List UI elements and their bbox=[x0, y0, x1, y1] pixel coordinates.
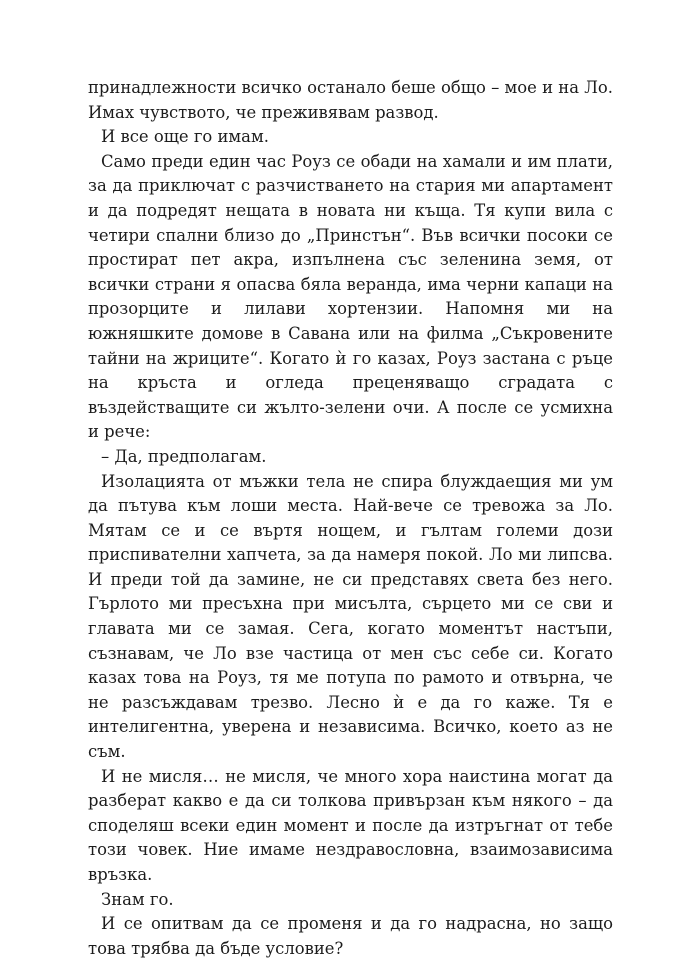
paragraph: И не мисля… не мисля, че много хора наистина могат да разберат какво е да си толкова привързан към някого – да споделяш всеки един момент и после да изтръгнат от тебе този човек. Ние имаме нездравословна, взаимозависима връзка. bbox=[88, 766, 613, 884]
paragraph: И все още го имам. bbox=[101, 127, 269, 147]
paragraph: принадлежности всичко останало беше общо – мое и на Ло. Имах чувството, че преживявам развод. bbox=[88, 78, 613, 122]
paragraph: Знам го. bbox=[101, 889, 174, 909]
paragraph: – Да, предполагам. bbox=[101, 446, 267, 466]
paragraph: Изолацията от мъжки тела не спира блуждаещия ми ум да пътува към лоши места. Най-вече се тревожа за Ло. Мятам се и се въртя нощем, и гълтам големи дози приспивателни хапчета, за да намеря покой. Ло ми липсва. И преди той да замине, не си представях света без него. Гърлото ми пресъхна при мисълта, сърцето ми се сви и главата ми се замая. Сега, когато моментът настъпи, съзнавам, че Ло взе частица от мен със себе си. Когато казах това на Роуз, тя ме потупа по рамото и отвърна, че не разсъждавам трезво. Лесно ѝ е да го каже. Тя е интелигентна, уверена и независима. Всичко, което аз не съм. bbox=[88, 471, 613, 762]
page-body bbox=[88, 76, 613, 961]
paragraph: И се опитвам да се променя и да го надрасна, но защо това трябва да бъде условие? bbox=[88, 914, 613, 958]
paragraph: Само преди един час Роуз се обади на хамали и им плати, за да приключат с разчистването на стария ми апартамент и да подредят нещата в новата ни къща. Тя купи вила с четири спални близо до „Принстън“. Във всички посоки се простират пет акра, изпълнена със зеленина земя, от всички страни я опасва бяла веранда, има черни капаци на прозорците и лилави хортензии. Напомня ми на южняшките домове в Савана или на филма „Съкровените тайни на жриците“. Когато ѝ го казах, Роуз застана с ръце на кръста и огледа преценяващо сградата с въздействащите си жълто-зелени очи. А после се усмихна и рече: bbox=[88, 151, 613, 442]
